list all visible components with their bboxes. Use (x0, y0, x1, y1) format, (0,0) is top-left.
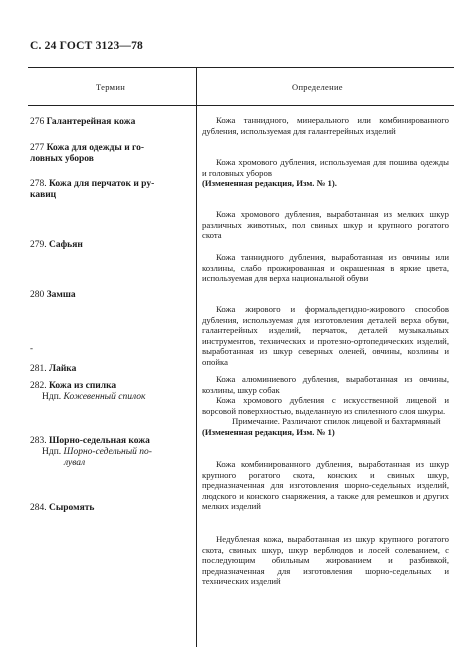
column-divider (196, 67, 197, 647)
definition-278: Кожа хромового дубления, выработанная из мелких шкур различных животных, пол свиных шкур и крупного рогатого скота (202, 209, 449, 241)
definition-283: Кожа комбинированного дубления, выработанная из шкур крупного рогатого скота, конских и свиных шкур, предназначенная для изготовления шорно-седельных изделий, людского и конского снаряжения, а также для ремешков и других мелких изделий (202, 459, 449, 512)
term-282: 282. Кожа из спилка Ндп. Кожевенный спилок (30, 381, 146, 402)
note-282: Примечание. Различают спилок лицевой и бахтармяный (232, 416, 441, 427)
definition-280: Кожа жирового и формальдегидно-жирового способов дубления, используемая для изготовления деталей верха обуви, галантерейных изделий, перчаток, деталей музыкальных инструментов, технических и протезно-ортопедических изделий, выработанная из шкур северных оленей, овчины, козлины и опойка (202, 304, 449, 367)
definition-277: Кожа хромового дубления, используемая для пошива одежды и головных уборов (Измененная редакция, Изм. № 1). (202, 157, 449, 189)
margin-dash: - (30, 343, 33, 353)
term-280: 280 Замша (30, 290, 76, 300)
definition-279: Кожа таннидного дубления, выработанная из овчины или козлины, слабо прожированная и окрашенная в яркие цвета, используемая для верха национальной обуви (202, 252, 449, 284)
term-283: 283. Шорно-седельная кожа Ндп. Шорно-седельный по- лувал (30, 436, 152, 468)
term-278: 278. Кожа для перчаток и ру- кавиц (30, 179, 155, 200)
definition-282: Кожа хромового дубления с искусственной лицевой и ворсовой поверхностью, выделанную из спиленного слоя шкуры. Примечание. Различают спилок лицевой и бахтармяный (Измененная редакция, Изм. № 1) (202, 395, 449, 437)
term-277: 277 Кожа для одежды и го- ловных уборов (30, 143, 145, 164)
change-note-282: (Измененная редакция, Изм. № 1) (202, 426, 335, 437)
definition-276: Кожа таннидного, минерального или комбинированного дубления, используемая для галантерейных изделий (202, 115, 449, 136)
column-header-terms: Термин (96, 82, 126, 92)
definition-281: Кожа алюминиевого дубления, выработанная из овчины, козлины, шкур собак (202, 374, 449, 395)
change-note-277: (Измененная редакция, Изм. № 1). (202, 178, 337, 189)
table-top-rule (28, 67, 454, 68)
term-279: 279. Сафьян (30, 240, 83, 250)
term-284: 284. Сыромять (30, 503, 95, 513)
table-head-rule (28, 105, 454, 106)
page-header: С. 24 ГОСТ 3123—78 (30, 40, 143, 52)
term-281: 281. Лайка (30, 364, 77, 374)
definition-284: Недубленая кожа, выработанная из шкур крупного рогатого скота, свиных шкур, шкур верблюдов и лосей солеванием, с последующим обильным жированием и разбивкой, предназначенная для изготовления шорно-седельных и технических изделий (202, 534, 449, 587)
column-header-definition: Определение (292, 82, 343, 92)
term-276: 276 Галантерейная кожа (30, 117, 136, 127)
